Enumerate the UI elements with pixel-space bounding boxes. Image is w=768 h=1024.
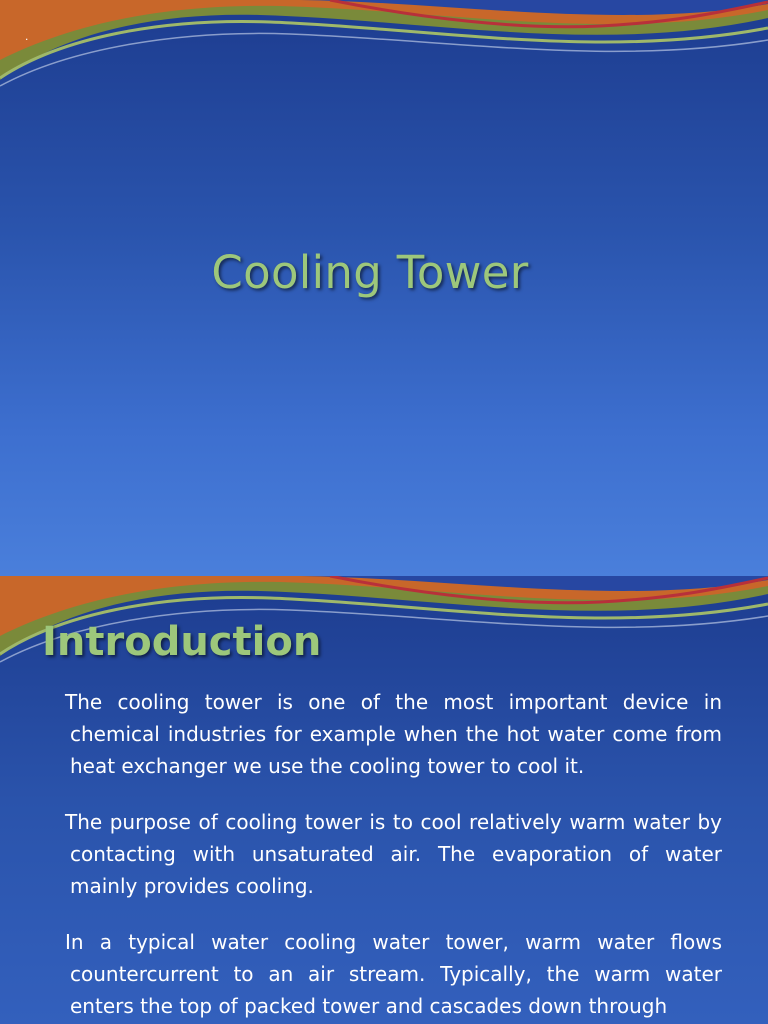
slide-title: Cooling Tower [211,246,529,299]
slide-body [65,686,722,1024]
paragraph: The cooling tower is one of the most important device in chemical industries for example when the hot water come from heat exchanger we use the cooling tower to cool it. [65,690,722,778]
paragraph: The purpose of cooling tower is to cool relatively warm water by contacting with unsaturated air. The evaporation of water mainly provides cooling. [65,810,722,898]
introduction-slide [0,576,768,1024]
slide-mark: . [25,29,29,43]
slide-title: Introduction [42,619,322,665]
decorative-wave-banner [0,0,768,90]
paragraph: In a typical water cooling water tower, warm water flows countercurrent to an air stream. Typically, the warm water enters the top of packed tower and cascades down through [65,930,722,1018]
